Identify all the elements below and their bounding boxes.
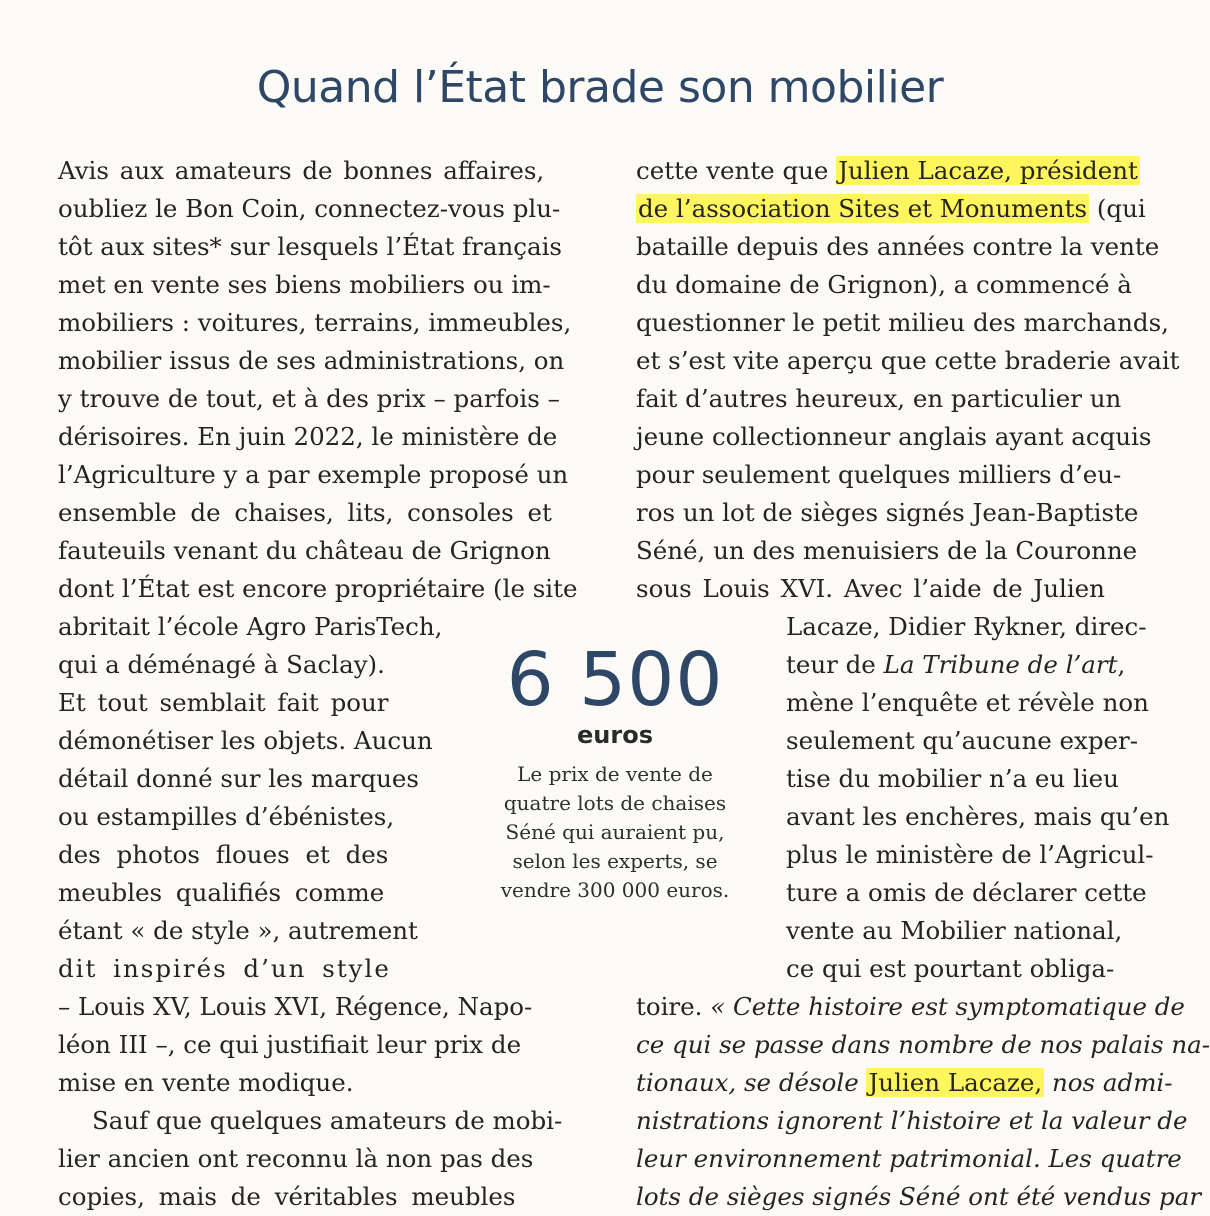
article-title: Quand l’État brade son mobilier: [256, 62, 944, 113]
text-line: qui a déménagé à Saclay).: [58, 650, 385, 679]
text-line: l’Agriculture y a par exemple proposé un: [58, 460, 569, 489]
text-line: meubles qualifiés comme: [58, 878, 385, 907]
text-line: pour seulement quelques milliers d’eu-: [636, 460, 1122, 489]
text-span: cette vente que: [636, 156, 837, 185]
quote-text: tionaux, se désole: [636, 1068, 867, 1097]
text-line: ce qui est pourtant obliga-: [786, 954, 1115, 983]
text-line: met en vente ses biens mobiliers ou im-: [58, 270, 551, 299]
text-line: Et tout semblait fait pour: [58, 688, 389, 717]
callout-caption-line: Séné qui auraient pu,: [505, 820, 725, 844]
text-line: [636, 988, 1185, 1026]
text-line: ensemble de chaises, lits, consoles et: [58, 498, 552, 527]
text-line: [786, 646, 1152, 684]
quote-line: leur environnement patrimonial. Les quatre: [636, 1144, 1182, 1173]
text-line: seulement qu’aucune exper-: [786, 726, 1139, 755]
text-line: étant « de style », autrement: [58, 916, 418, 945]
text-line: [636, 190, 1152, 228]
text-line: mène l’enquête et révèle non: [786, 688, 1149, 717]
highlighted-text: de l’association Sites et Monuments: [638, 194, 1088, 223]
text-line: et s’est vite aperçu que cette braderie avait: [636, 346, 1180, 375]
text-line: mise en vente modique.: [58, 1068, 354, 1097]
text-line: bataille depuis des années contre la vente: [636, 232, 1160, 261]
text-line: ture a omis de déclarer cette: [786, 878, 1147, 907]
text-line: copies, mais de véritables meubles: [58, 1182, 516, 1211]
text-line: sous Louis XVI. Avec l’aide de Julien: [636, 574, 1105, 603]
text-span: toire.: [636, 992, 711, 1021]
right-column: [636, 152, 1210, 1216]
callout-caption-line: selon les experts, se: [512, 849, 718, 873]
text-line: ou estampilles d’ébénistes,: [58, 802, 395, 831]
callout-unit: euros: [577, 721, 653, 749]
text-line: oubliez le Bon Coin, connectez-vous plu-: [58, 194, 561, 223]
text-line: dit inspirés d’un style: [58, 954, 391, 983]
text-line: Lacaze, Didier Rykner, direc-: [786, 612, 1147, 641]
callout-caption-line: Le prix de vente de: [517, 762, 713, 786]
text-line: mobilier issus de ses administrations, on: [58, 346, 565, 375]
text-line: plus le ministère de l’Agricul-: [786, 840, 1154, 869]
text-line: des photos floues et des: [58, 840, 389, 869]
quote-line: nistrations ignorent l’histoire et la valeur de: [636, 1106, 1188, 1135]
text-line: questionner le petit milieu des marchands,: [636, 308, 1169, 337]
publication-name: La Tribune de l’art: [883, 650, 1118, 679]
text-line: vente au Mobilier national,: [786, 916, 1123, 945]
text-line: mobiliers : voitures, terrains, immeubles,: [58, 308, 572, 337]
callout-number: 6 500: [506, 637, 724, 723]
text-line: du domaine de Grignon), a commencé à: [636, 270, 1132, 299]
quote-line: ce qui se passe dans nombre de nos palais na-: [636, 1030, 1210, 1059]
text-line: dérisoires. En juin 2022, le ministère de: [58, 422, 558, 451]
text-line: léon III –, ce qui justifiait leur prix de: [58, 1030, 522, 1059]
text-line: avant les enchères, mais qu’en: [786, 802, 1170, 831]
text-line: ros un lot de sièges signés Jean-Baptiste: [636, 498, 1139, 527]
text-line: jeune collectionneur anglais ayant acquis: [636, 422, 1152, 451]
text-line: y trouve de tout, et à des prix – parfois –: [58, 384, 560, 413]
text-line: Séné, un des menuisiers de la Couronne: [636, 536, 1138, 565]
text-line: fait d’autres heureux, en particulier un: [636, 384, 1122, 413]
callout-caption-line: vendre 300 000 euros.: [500, 878, 730, 902]
text-line: tise du mobilier n’a eu lieu: [786, 764, 1119, 793]
text-line: – Louis XV, Louis XVI, Régence, Napo-: [58, 992, 533, 1021]
text-line: abritait l’école Agro ParisTech,: [58, 612, 443, 641]
text-span: teur de: [786, 650, 884, 679]
text-span: ,: [1117, 650, 1126, 679]
text-line: démonétiser les objets. Aucun: [58, 726, 433, 755]
quote-line: lots de sièges signés Séné ont été vendus par: [636, 1182, 1202, 1211]
quote-text: « Cette histoire est symptomatique de: [710, 992, 1185, 1021]
quote-line: [636, 1064, 1173, 1102]
text-span: (qui: [1089, 194, 1146, 223]
text-line: fauteuils venant du château de Grignon: [58, 536, 551, 565]
text-line: lier ancien ont reconnu là non pas des: [58, 1144, 534, 1173]
text-line: Avis aux amateurs de bonnes affaires,: [58, 156, 545, 185]
text-line: tôt aux sites* sur lesquels l’État français: [58, 232, 562, 261]
text-line: détail donné sur les marques: [58, 764, 420, 793]
highlighted-text: Julien Lacaze,: [868, 1068, 1043, 1097]
highlighted-text: Julien Lacaze, président: [838, 156, 1138, 185]
quote-text: nos admi-: [1044, 1068, 1173, 1097]
text-line: dont l’État est encore propriétaire (le site: [58, 574, 578, 603]
callout-caption-line: quatre lots de chaises: [503, 791, 727, 815]
text-line: Sauf que quelques amateurs de mobi-: [92, 1106, 563, 1135]
text-line: [636, 152, 1152, 190]
